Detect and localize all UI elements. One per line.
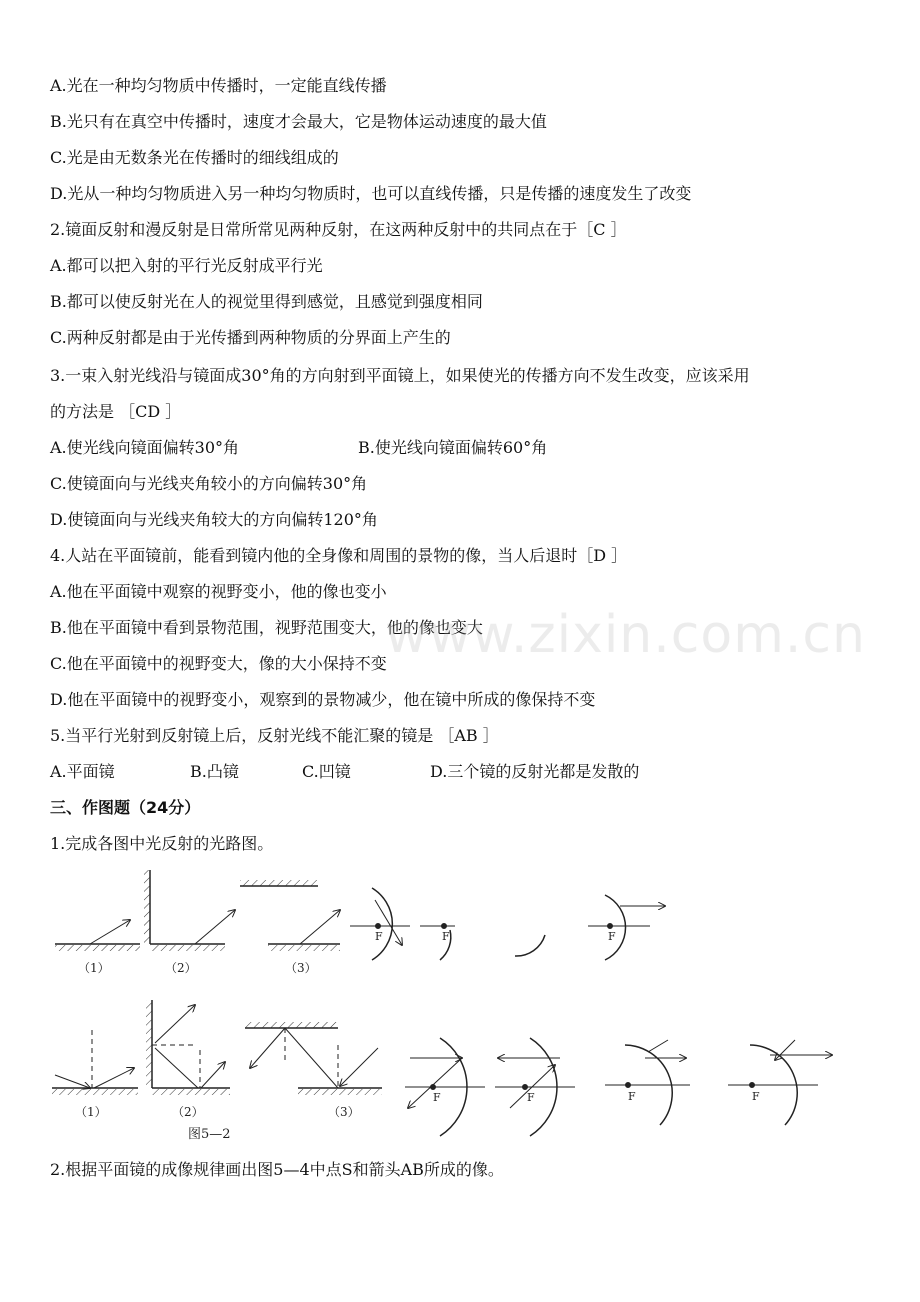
option-line: B.光只有在真空中传播时，速度才会最大，它是物体运动速度的最大值: [50, 112, 547, 131]
row2-convex-4: [728, 1040, 832, 1125]
row1-mirror-2: [144, 870, 235, 951]
question-line: 4.人站在平面镜前，能看到镜内他的全身像和周围的景物的像，当人后退时［D ］: [50, 546, 628, 565]
row2-concave-1: [405, 1038, 485, 1136]
question-line: 的方法是 ［CD ］: [50, 402, 182, 421]
row2-mirror-3: [245, 1022, 382, 1095]
row2-concave-2: [495, 1038, 575, 1136]
row1-concave-1: [350, 888, 410, 960]
option-line: B.使光线向镜面偏转60°角: [358, 438, 548, 457]
figure-label: （2）: [165, 961, 197, 975]
row2-mirror-2: [146, 1000, 230, 1095]
row1-mirror-3: [240, 880, 340, 951]
option-line: C.他在平面镜中的视野变大，像的大小保持不变: [50, 654, 387, 673]
option-line: A.光在一种均匀物质中传播时，一定能直线传播: [50, 76, 387, 95]
focus-label: F: [608, 930, 616, 943]
row1-mirror-4: [515, 935, 545, 956]
question-line: 2.镜面反射和漫反射是日常所常见两种反射，在这两种反射中的共同点在于［C ］: [50, 220, 627, 239]
option-line: C.两种反射都是由于光传播到两种物质的分界面上产生的: [50, 328, 451, 347]
figure-label: （1）: [78, 961, 110, 975]
figure-label: （2）: [172, 1105, 204, 1119]
option-line: B.都可以使反射光在人的视觉里得到感觉，且感觉到强度相同: [50, 292, 483, 311]
question-line: 5.当平行光射到反射镜上后，反射光线不能汇聚的镜是 ［AB ］: [50, 726, 499, 745]
task-line: 2.根据平面镜的成像规律画出图5—4中点S和箭头AB所成的像。: [50, 1160, 504, 1179]
focus-label: F: [433, 1091, 441, 1104]
focus-label: F: [442, 930, 450, 943]
row1-concave-5: [588, 895, 665, 960]
focus-label: F: [628, 1090, 636, 1103]
option-line: C.使镜面向与光线夹角较小的方向偏转30°角: [50, 474, 368, 493]
option-line: D.三个镜的反射光都是发散的: [430, 762, 640, 781]
option-line: C.凹镜: [302, 762, 351, 781]
option-line: D.他在平面镜中的视野变小，观察到的景物减少，他在镜中所成的像保持不变: [50, 690, 596, 709]
task-line: 1.完成各图中光反射的光路图。: [50, 834, 274, 853]
option-line: B.他在平面镜中看到景物范围，视野范围变大，他的像也变大: [50, 618, 483, 637]
option-line: D.使镜面向与光线夹角较大的方向偏转120°角: [50, 510, 378, 529]
focus-label: F: [752, 1090, 760, 1103]
option-line: C.光是由无数条光在传播时的细线组成的: [50, 148, 339, 167]
option-line: B.凸镜: [190, 762, 239, 781]
option-line: A.都可以把入射的平行光反射成平行光: [50, 256, 323, 275]
option-line: A.他在平面镜中观察的视野变小，他的像也变小: [50, 582, 387, 601]
row2-mirror-1: [52, 1030, 138, 1095]
focus-label: F: [527, 1091, 535, 1104]
row1-convex-2: [420, 924, 455, 961]
option-line: A.平面镜: [50, 762, 115, 781]
row1-mirror-1: [55, 920, 140, 951]
figure-label: （3）: [285, 961, 317, 975]
question-line: 3.一束入射光线沿与镜面成30°角的方向射到平面镜上，如果使光的传播方向不发生改变，应该采用: [50, 366, 750, 385]
focus-label: F: [375, 930, 383, 943]
figure-label: （1）: [75, 1105, 107, 1119]
figure-caption: 图5—2: [188, 1127, 231, 1142]
watermark: www.zixin.com.cn: [385, 605, 866, 665]
option-line: D.光从一种均匀物质进入另一种均匀物质时，也可以直线传播，只是传播的速度发生了改变: [50, 184, 692, 203]
figure-label: （3）: [328, 1105, 360, 1119]
row2-convex-3: [605, 1040, 690, 1125]
section-heading: 三、作图题（24分）: [50, 798, 201, 817]
option-line: A.使光线向镜面偏转30°角: [50, 438, 240, 457]
